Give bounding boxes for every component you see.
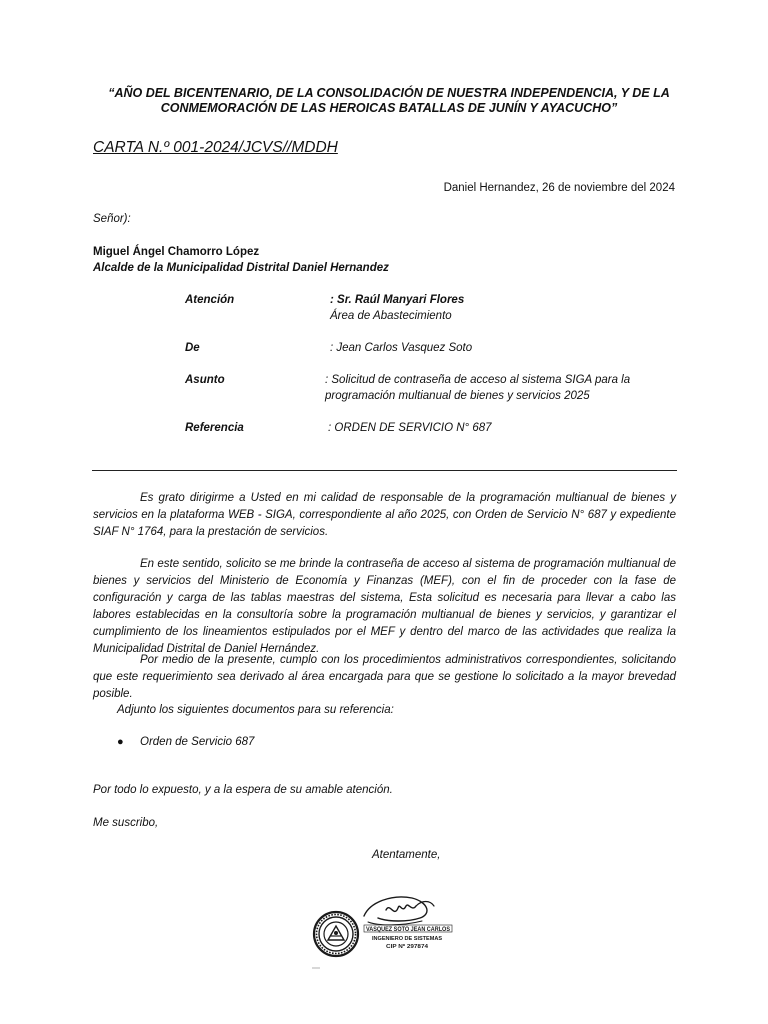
closing-suscribo: Me suscribo, (93, 817, 159, 829)
year-motto-line-2: CONMEMORACIÓN DE LAS HEROICAS BATALLAS DE JUNÍN Y AYACUCHO” (160, 101, 618, 115)
atencion-area: Área de Abastecimiento (330, 310, 452, 322)
svg-text:VASQUEZ SOTO JEAN CARLOS: VASQUEZ SOTO JEAN CARLOS (366, 926, 450, 933)
body-paragraph-2: En este sentido, solicito se me brinde la contraseña de acceso al sistema de programación multianual de bienes y servicios del Ministerio de Economía y Finanzas (MEF), con el fin de proceder con la fase de configuración y carga de las tablas maestras del sistema, Esta solicitud es necesaria para llevar a cabo las labores establecidas en la consultoría sobre la programación multianual de bienes y servicios, y garantizar el cumplimiento de los lineamientos estipulados por el MEF y dentro del marco de las actividades que realiza la Municipalidad Distrital de Daniel Hernández. (93, 558, 676, 655)
atencion-value: : Sr. Raúl Manyari Flores (330, 294, 465, 306)
attachments-intro: Adjunto los siguientes documentos para su referencia: (117, 704, 394, 716)
recipient-role: Alcalde de la Municipalidad Distrital Daniel Hernandez (93, 262, 389, 274)
de-label: De (185, 342, 200, 354)
closing-line: Por todo lo expuesto, y a la espera de su amable atención. (93, 784, 393, 796)
asunto-label: Asunto (185, 374, 225, 386)
recipient-name: Miguel Ángel Chamorro López (93, 246, 260, 258)
date-line: Daniel Hernandez, 26 de noviembre del 2024 (443, 182, 675, 194)
closing-atentamente: Atentamente, (372, 849, 441, 861)
atencion-label: Atención (185, 294, 235, 306)
body-paragraph-1: Es grato dirigirme a Usted en mi calidad de responsable de la programación multianual de bienes y servicios en la plataforma WEB - SIGA, correspondiente al año 2025, con Orden de Servicio N° 687 y expediente SIAF N° 1764, para la prestación de servicios. (93, 492, 676, 538)
year-motto (100, 86, 678, 116)
attachment-item: Orden de Servicio 687 (140, 736, 255, 748)
salutation: Señor): (93, 213, 131, 225)
letter-number: CARTA N.º 001-2024/JCVS//MDDH (93, 139, 338, 156)
de-value: : Jean Carlos Vasquez Soto (330, 342, 473, 354)
year-motto-line-1: “AÑO DEL BICENTENARIO, DE LA CONSOLIDACIÓN DE NUESTRA INDEPENDENCIA, Y DE LA (108, 86, 670, 100)
svg-text:CIP Nº 297874: CIP Nº 297874 (386, 944, 429, 950)
referencia-label: Referencia (185, 422, 244, 434)
signature-stamp-graphic (312, 888, 460, 970)
asunto-value-line-1: : Solicitud de contraseña de acceso al sistema SIGA para la (325, 374, 631, 386)
asunto-value-line-2: programación multianual de bienes y servicios 2025 (325, 390, 590, 402)
body-paragraph-3: Por medio de la presente, cumplo con los procedimientos administrativos correspondientes, solicitando que este requerimiento sea derivado al área encargada para que se gestione lo solicitado a la mayor brevedad posible. (93, 654, 676, 700)
signature-icon (364, 897, 434, 925)
header-divider (92, 470, 677, 471)
seal-icon (314, 912, 358, 956)
svg-text:INGENIERO DE SISTEMAS: INGENIERO DE SISTEMAS (372, 936, 443, 942)
signature-stamp (312, 888, 460, 970)
bullet-icon: ● (117, 736, 124, 748)
referencia-value: : ORDEN DE SERVICIO N° 687 (328, 422, 492, 434)
